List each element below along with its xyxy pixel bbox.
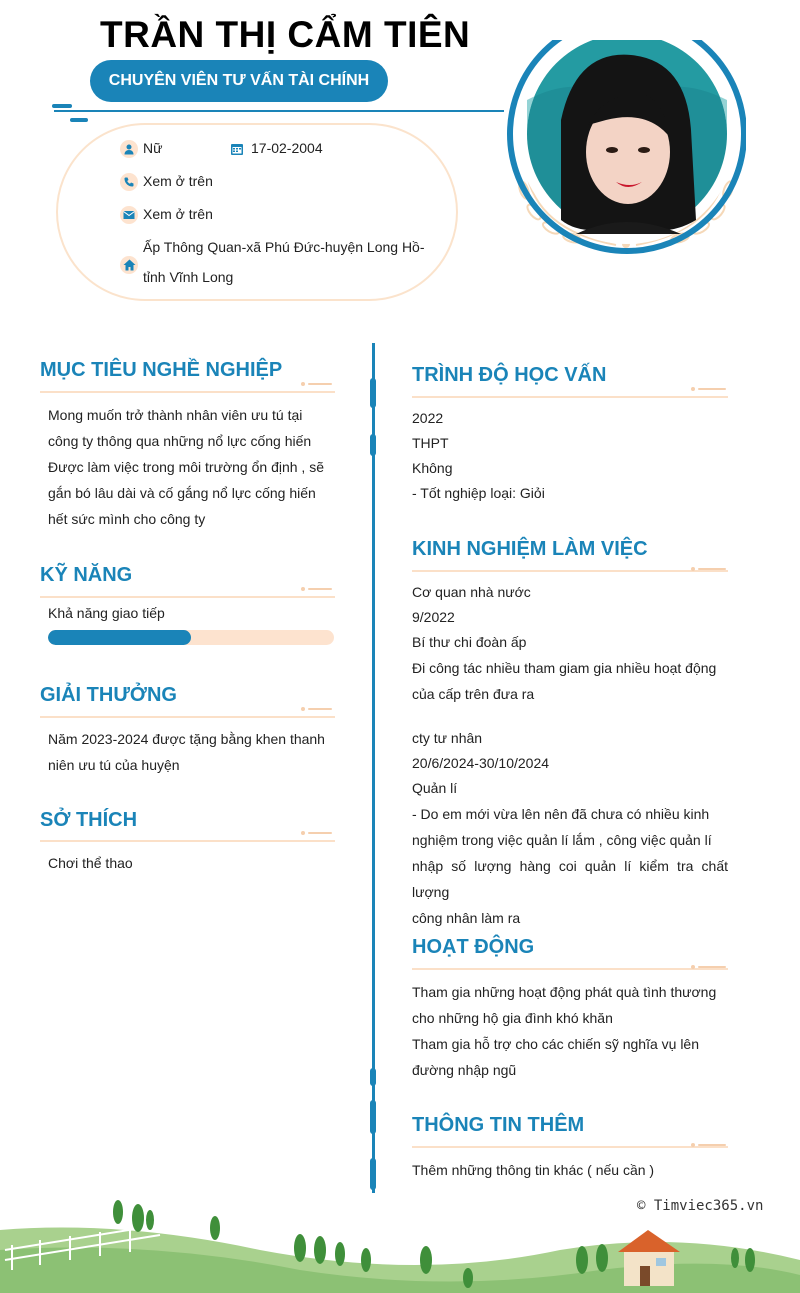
job-time: 9/2022 [412, 609, 455, 625]
section-divider [412, 570, 728, 572]
experience-item [412, 726, 728, 931]
header-divider [54, 110, 504, 112]
activities-line: Tham gia những hoạt động phát quà tình thương [412, 984, 717, 1000]
section-divider [412, 396, 728, 398]
timeline-line [372, 343, 375, 1193]
timeline-marker [370, 1158, 376, 1190]
objective-line: hết sức mình cho công ty [48, 511, 206, 527]
landscape-illustration [0, 1190, 800, 1293]
objective-line: Được làm việc trong môi trường ổn định , sẽ [48, 459, 324, 475]
awards-text [48, 726, 330, 778]
email-value: Xem ở trên [143, 206, 213, 222]
skill-bar-fill [48, 630, 191, 645]
education-major: Không [412, 460, 453, 476]
job-time: 20/6/2024-30/10/2024 [412, 755, 550, 771]
job-desc: - Do em mới vừa lên nên đã chưa có nhiều kinh [412, 806, 710, 822]
activities-line: Tham gia hỗ trợ cho các chiến sỹ nghĩa vụ lên [412, 1036, 699, 1052]
awards-title: GIẢI THƯỞNG [40, 684, 177, 706]
skills-title: KỸ NĂNG [40, 564, 133, 586]
timeline-marker [370, 378, 376, 408]
timeline-marker [370, 434, 376, 456]
awards-line: niên ưu tú của huyện [48, 757, 180, 773]
job-position: Bí thư chi đoàn ấp [412, 634, 527, 650]
birthday-value: 17-02-2004 [251, 140, 323, 156]
job-position: Quản lí [412, 780, 458, 796]
address-line: tỉnh Vĩnh Long [143, 269, 234, 285]
birthday-row [228, 140, 323, 158]
experience-title: KINH NGHIỆM LÀM VIỆC [412, 538, 648, 560]
gender-value: Nữ [143, 140, 163, 156]
education-note: - Tốt nghiệp loại: Giỏi [412, 485, 545, 501]
awards-line: Năm 2023-2024 được tặng bằng khen thanh [48, 731, 325, 747]
hobbies-title: SỞ THÍCH [40, 809, 138, 831]
job-desc: của cấp trên đưa ra [412, 686, 535, 702]
avatar [506, 40, 746, 270]
section-divider [412, 968, 728, 970]
ornament-icon [690, 566, 728, 572]
section-divider [40, 716, 335, 718]
objective-title: MỤC TIÊU NGHỀ NGHIỆP [40, 359, 283, 381]
activities-line: cho những hộ gia đình khó khăn [412, 1010, 613, 1026]
objective-line: Mong muốn trở thành nhân viên ưu tú tại [48, 407, 303, 423]
header-dash [70, 118, 88, 122]
job-desc: Đi công tác nhiều tham giam gia nhiều hoạt động [412, 660, 717, 676]
education-school: THPT [412, 435, 449, 451]
experience-item [412, 580, 728, 707]
section-divider [40, 596, 335, 598]
email-row [120, 206, 213, 224]
objective-line: gắn bó lâu dài và cố gắng nổ lực cống hiến [48, 485, 316, 501]
phone-value: Xem ở trên [143, 173, 213, 189]
header-dash [52, 104, 72, 108]
job-company: Cơ quan nhà nước [412, 584, 531, 600]
skill-bar [48, 630, 334, 645]
ornament-icon [300, 381, 334, 387]
skill-name: Khả năng giao tiếp [48, 605, 165, 621]
phone-row [120, 173, 213, 191]
candidate-name: TRẦN THỊ CẨM TIÊN [100, 14, 471, 55]
section-divider [40, 840, 335, 842]
house-icon [618, 1230, 680, 1286]
ornament-icon [690, 386, 728, 392]
address-value [143, 232, 425, 292]
timeline-marker [370, 1100, 376, 1134]
ornament-icon [690, 964, 728, 970]
education-year: 2022 [412, 410, 444, 426]
objective-line: công ty thông qua những nổ lực cống hiến [48, 433, 312, 449]
mail-icon [120, 206, 138, 224]
job-desc: nhập số lượng hàng coi quản lí kiểm tra chất lượng [412, 858, 728, 900]
job-title-badge [90, 60, 388, 102]
watermark: © Timviec365.vn [637, 1198, 764, 1214]
job-desc: công nhân làm ra [412, 910, 521, 926]
person-icon [120, 140, 138, 158]
ornament-icon [300, 830, 334, 836]
job-desc: nghiệm trong việc quản lí lắm , công việc quản lí [412, 832, 712, 848]
activities-text [412, 979, 728, 1083]
ornament-icon [690, 1142, 728, 1148]
hobbies-text: Chơi thể thao [48, 855, 133, 871]
job-title-text: CHUYÊN VIÊN TƯ VẤN TÀI CHÍNH [108, 72, 370, 89]
calendar-icon [228, 140, 246, 158]
activities-line: đường nhập ngũ [412, 1062, 517, 1078]
ornament-icon [300, 586, 334, 592]
gender-row [120, 140, 162, 158]
address-line: Ấp Thông Quan-xã Phú Đức-huyện Long Hồ- [143, 239, 425, 255]
objective-text [48, 402, 330, 532]
additional-title: THÔNG TIN THÊM [412, 1114, 585, 1136]
home-icon [120, 256, 138, 274]
activities-title: HOẠT ĐỘNG [412, 936, 535, 958]
education-title: TRÌNH ĐỘ HỌC VẤN [412, 364, 607, 386]
job-company: cty tư nhân [412, 730, 483, 746]
section-divider [40, 391, 335, 393]
timeline-marker [370, 1068, 376, 1086]
ornament-icon [300, 706, 334, 712]
additional-text: Thêm những thông tin khác ( nếu cần ) [412, 1162, 655, 1178]
address-row [120, 239, 425, 292]
education-text [412, 406, 728, 506]
phone-icon [120, 173, 138, 191]
section-divider [412, 1146, 728, 1148]
